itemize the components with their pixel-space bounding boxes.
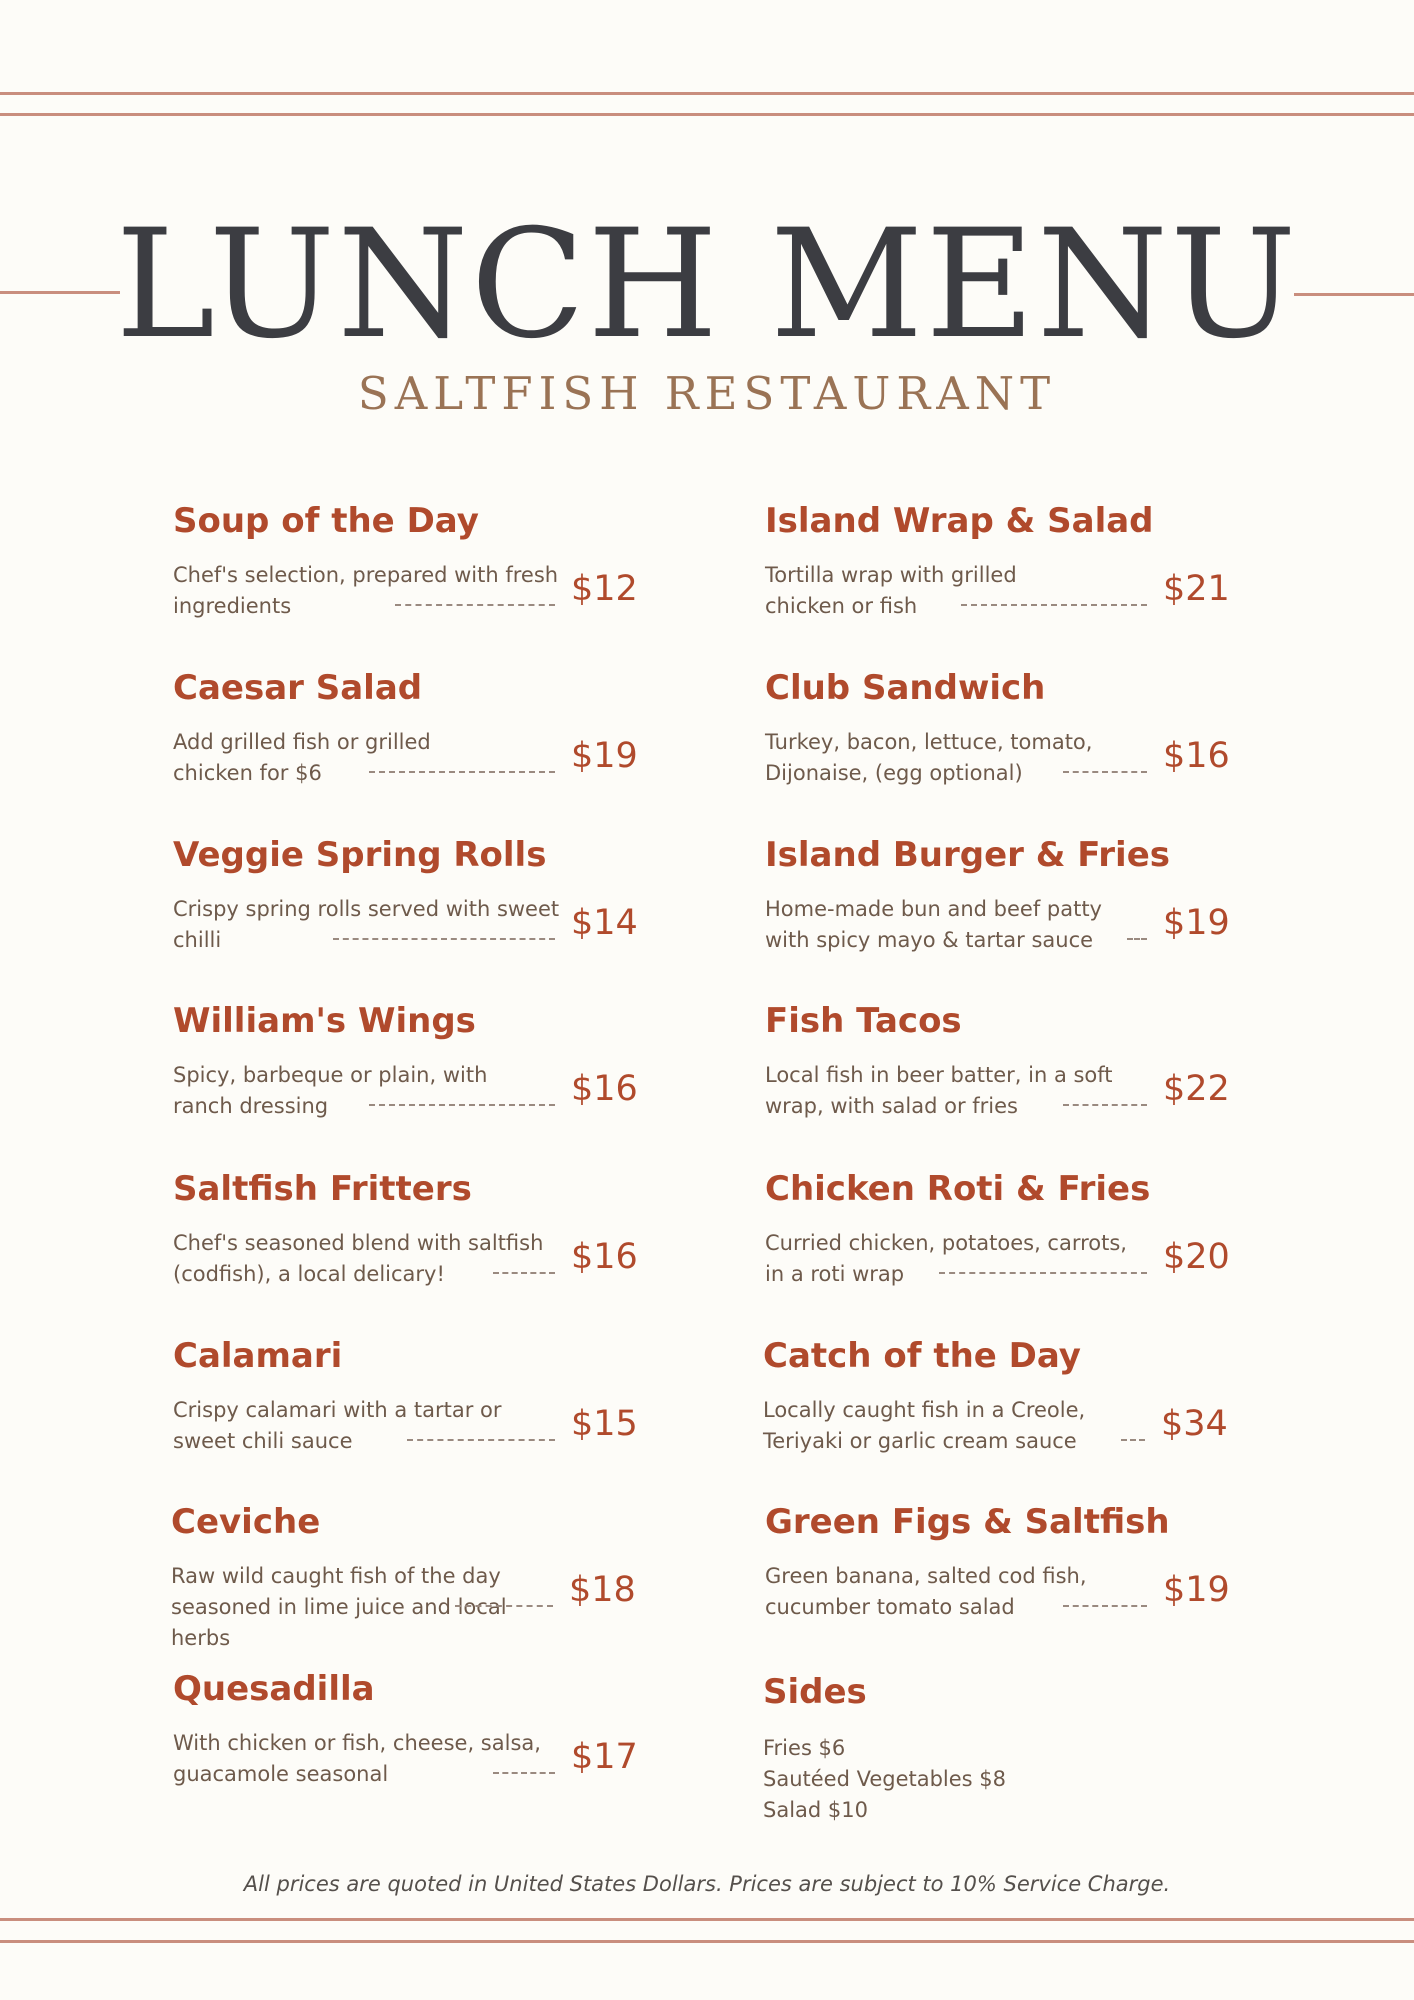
sides-title: Sides — [763, 1672, 867, 1712]
item-name: Island Burger & Fries — [765, 835, 1171, 875]
dotted-leader — [961, 604, 1147, 606]
item-name: William's Wings — [173, 1001, 476, 1041]
top-rule-2 — [0, 113, 1414, 116]
item-price: $14 — [571, 903, 638, 943]
menu-item — [173, 667, 643, 817]
item-name: Island Wrap & Salad — [765, 501, 1154, 541]
dotted-leader — [395, 604, 555, 606]
menu-item — [765, 500, 1235, 650]
item-price: $19 — [571, 736, 638, 776]
item-price: $16 — [571, 1237, 638, 1277]
dotted-leader — [493, 1772, 555, 1774]
sides-section — [763, 1671, 1233, 1826]
item-description: Local fish in beer batter, in a soft wrap, with salad or fries — [765, 1063, 1113, 1118]
item-description: Tortilla wrap with grilled chicken or fish — [765, 563, 1017, 618]
item-price: $19 — [1163, 903, 1230, 943]
menu-item — [173, 1168, 643, 1318]
item-name: Club Sandwich — [765, 668, 1046, 708]
menu-item — [765, 1168, 1235, 1318]
menu-title: LUNCH MENU — [115, 198, 1299, 372]
menu-item — [765, 1000, 1235, 1150]
menu-item — [173, 1335, 643, 1485]
item-name: Fish Tacos — [765, 1001, 962, 1041]
item-description: Curried chicken, potatoes, carrots, in a roti wrap — [765, 1231, 1127, 1286]
item-description: Locally caught fish in a Creole, Teriyaki or garlic cream sauce — [763, 1398, 1086, 1453]
item-price: $16 — [1163, 736, 1230, 776]
item-name: Green Figs & Saltfish — [765, 1502, 1170, 1542]
item-description: Chef's seasoned blend with saltfish (codfish), a local delicary! — [173, 1231, 544, 1286]
dotted-leader — [1063, 771, 1147, 773]
side-item: Sautéed Vegetables $8 — [763, 1767, 1007, 1791]
menu-item — [173, 1000, 643, 1150]
item-price: $22 — [1163, 1069, 1230, 1109]
price-note: All prices are quoted in United States Dollars. Prices are subject to 10% Service Charge. — [243, 1872, 1171, 1896]
item-price: $18 — [569, 1570, 636, 1610]
dotted-leader — [369, 771, 555, 773]
dotted-leader — [407, 1439, 555, 1441]
item-price: $20 — [1163, 1237, 1230, 1277]
bottom-rule-1 — [0, 1918, 1414, 1921]
dotted-leader — [369, 1104, 555, 1106]
item-price: $17 — [571, 1737, 638, 1777]
item-description: Chef's selection, prepared with fresh ingredients — [173, 563, 559, 618]
item-name: Veggie Spring Rolls — [173, 835, 547, 875]
item-description: Crispy calamari with a tartar or sweet chili sauce — [173, 1398, 502, 1453]
menu-item — [765, 667, 1235, 817]
item-name: Soup of the Day — [173, 501, 479, 541]
item-description: With chicken or fish, cheese, salsa, guacamole seasonal — [173, 1731, 541, 1786]
item-name: Saltfish Fritters — [173, 1169, 472, 1209]
item-description: Raw wild caught fish of the day seasoned in lime juice and local herbs — [171, 1564, 507, 1650]
side-item: Fries $6 — [763, 1736, 846, 1760]
item-price: $19 — [1163, 1570, 1230, 1610]
item-price: $15 — [571, 1404, 638, 1444]
top-rule-1 — [0, 92, 1414, 95]
restaurant-name: SALTFISH RESTAURANT — [357, 367, 1057, 420]
item-price: $16 — [571, 1069, 638, 1109]
menu-item — [173, 834, 643, 984]
sides-list — [763, 1733, 1233, 1826]
item-price: $34 — [1161, 1404, 1228, 1444]
dotted-leader — [1121, 1439, 1145, 1441]
dotted-leader — [493, 1272, 555, 1274]
item-price: $21 — [1163, 569, 1230, 609]
menu-item — [173, 1668, 643, 1818]
item-price: $12 — [571, 569, 638, 609]
item-name: Caesar Salad — [173, 668, 423, 708]
menu-item — [173, 500, 643, 650]
item-description: Crispy spring rolls served with sweet chilli — [173, 897, 560, 952]
menu-item — [763, 1335, 1233, 1485]
item-description: Add grilled fish or grilled chicken for $6 — [173, 730, 431, 785]
dotted-leader — [455, 1605, 553, 1607]
item-name: Chicken Roti & Fries — [765, 1169, 1151, 1209]
dotted-leader — [333, 938, 555, 940]
menu-item — [765, 1501, 1235, 1651]
item-name: Catch of the Day — [763, 1336, 1081, 1376]
item-name: Ceviche — [171, 1502, 321, 1542]
item-description: Spicy, barbeque or plain, with ranch dressing — [173, 1063, 488, 1118]
item-description: Turkey, bacon, lettuce, tomato, Dijonaise, (egg optional) — [765, 730, 1093, 785]
item-name: Quesadilla — [173, 1669, 375, 1709]
dotted-leader — [1063, 1605, 1147, 1607]
bottom-rule-2 — [0, 1940, 1414, 1943]
item-name: Calamari — [173, 1336, 343, 1376]
side-item: Salad $10 — [763, 1798, 868, 1822]
item-description: Green banana, salted cod fish, cucumber tomato salad — [765, 1564, 1087, 1619]
dotted-leader — [939, 1272, 1147, 1274]
item-description: Home-made bun and beef patty with spicy mayo & tartar sauce — [765, 897, 1102, 952]
menu-item — [171, 1501, 641, 1651]
dotted-leader — [1063, 1104, 1147, 1106]
menu-item — [765, 834, 1235, 984]
dotted-leader — [1127, 938, 1147, 940]
